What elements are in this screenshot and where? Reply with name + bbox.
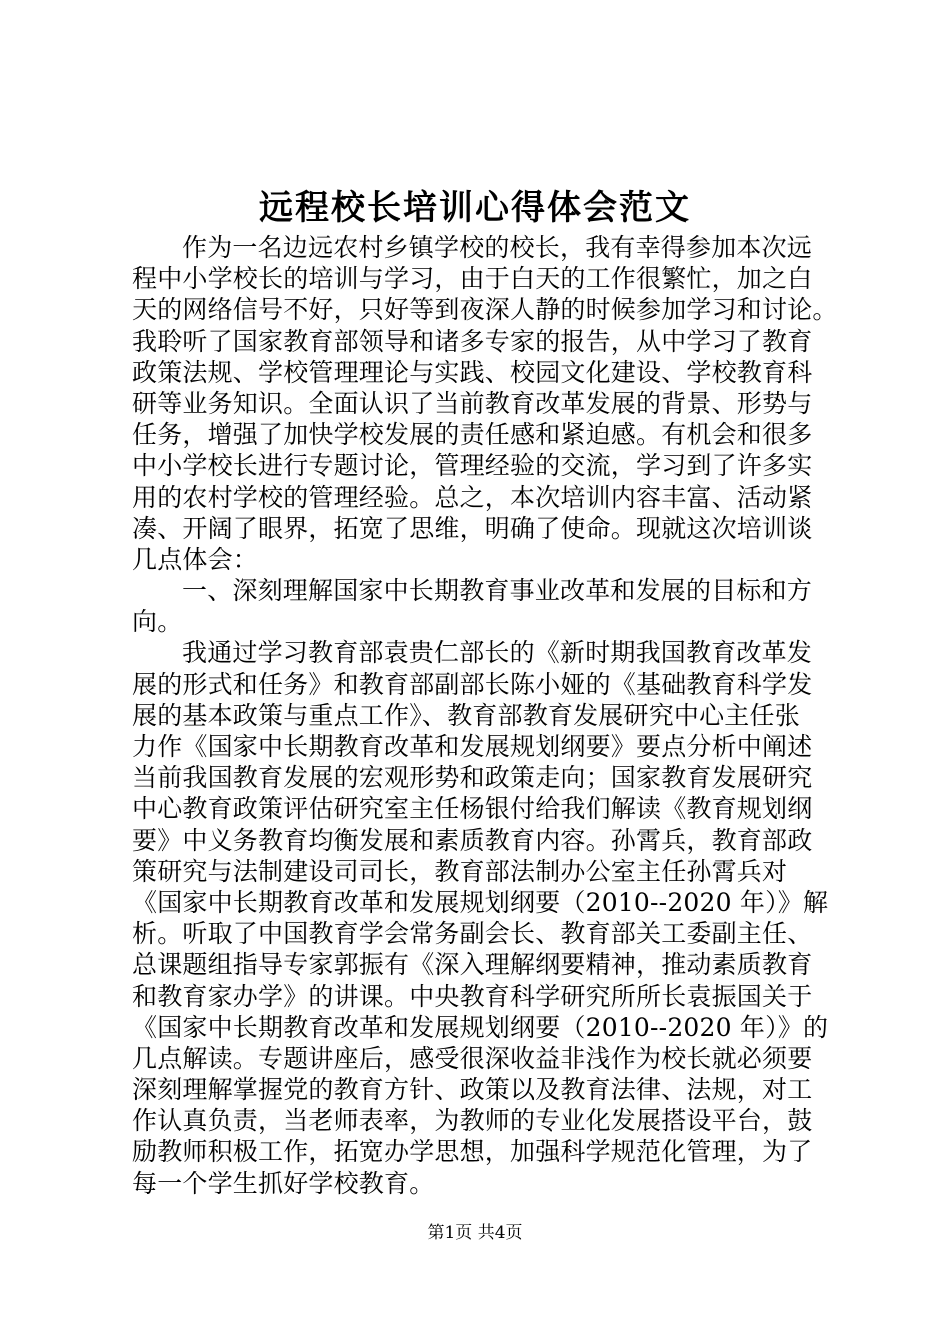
text-line: 策研究与法制建设司司长，教育部法制办公室主任孙霄兵对 (132, 856, 788, 886)
text-line: 要》中义务教育均衡发展和素质教育内容。孙霄兵，教育部政 (132, 825, 813, 855)
text-line: 我通过学习教育部袁贵仁部长的《新时期我国教育改革发 (182, 638, 813, 668)
document-title: 远程校长培训心得体会范文 (259, 188, 691, 228)
text-line: 展的基本政策与重点工作》、教育部教育发展研究中心主任张 (132, 700, 800, 730)
text-line: 《国家中长期教育改革和发展规划纲要（2010--2020 年）》的 (132, 1012, 829, 1042)
text-line: 我聆听了国家教育部领导和诸多专家的报告，从中学习了教育 (132, 326, 813, 356)
text-line: 任务，增强了加快学校发展的责任感和紧迫感。有机会和很多 (132, 420, 813, 450)
text-line: 《国家中长期教育改革和发展规划纲要（2010--2020 年）》解 (132, 887, 829, 917)
text-line: 作为一名边远农村乡镇学校的校长，我有幸得参加本次远 (182, 233, 813, 262)
text-line: 当前我国教育发展的宏观形势和政策走向；国家教育发展研究 (132, 763, 813, 793)
section-heading: 一、深刻理解国家中长期教育事业改革和发展的目标和方 (182, 576, 813, 606)
text-line: 政策法规、学校管理理论与实践、校园文化建设、学校教育科 (132, 357, 813, 387)
text-line: 用的农村学校的管理经验。总之，本次培训内容丰富、活动紧 (132, 482, 813, 512)
text-line: 和教育家办学》的讲课。中央教育科学研究所所长袁振国关于 (132, 981, 813, 1011)
text-line: 深刻理解掌握党的教育方针、政策以及教育法律、法规，对工 (132, 1075, 813, 1105)
text-line: 展的形式和任务》和教育部副部长陈小娅的《基础教育科学发 (132, 669, 813, 699)
text-line: 程中小学校长的培训与学习，由于白天的工作很繁忙，加之白 (132, 264, 813, 294)
page-footer: 第1页 共4页 (427, 1223, 523, 1243)
text-line: 作认真负责，当老师表率，为教师的专业化发展搭设平台，鼓 (132, 1106, 813, 1136)
text-line: 凑、开阔了眼界，拓宽了思维，明确了使命。现就这次培训谈 (132, 513, 813, 543)
section-heading-cont: 向。 (132, 607, 183, 637)
document-body (132, 232, 852, 1199)
text-line: 几点解读。专题讲座后，感受很深收益非浅作为校长就必须要 (132, 1043, 813, 1073)
text-line: 中心教育政策评估研究室主任杨银付给我们解读《教育规划纲 (132, 794, 813, 824)
text-line: 总课题组指导专家郭振有《深入理解纲要精神，推动素质教育 (132, 950, 813, 980)
text-line: 力作《国家中长期教育改革和发展规划纲要》要点分析中阐述 (132, 732, 813, 761)
text-line: 几点体会： (132, 544, 259, 574)
text-line: 研等业务知识。全面认识了当前教育改革发展的背景、形势与 (132, 388, 813, 418)
text-line: 每一个学生抓好学校教育。 (132, 1168, 435, 1198)
text-line: 天的网络信号不好，只好等到夜深人静的时候参加学习和讨论。 (132, 295, 838, 325)
text-line: 析。听取了中国教育学会常务副会长、教育部关工委副主任、 (132, 919, 813, 949)
text-line: 中小学校长进行专题讨论，管理经验的交流，学习到了许多实 (132, 451, 813, 481)
text-line: 励教师积极工作，拓宽办学思想，加强科学规范化管理，为了 (132, 1137, 813, 1167)
